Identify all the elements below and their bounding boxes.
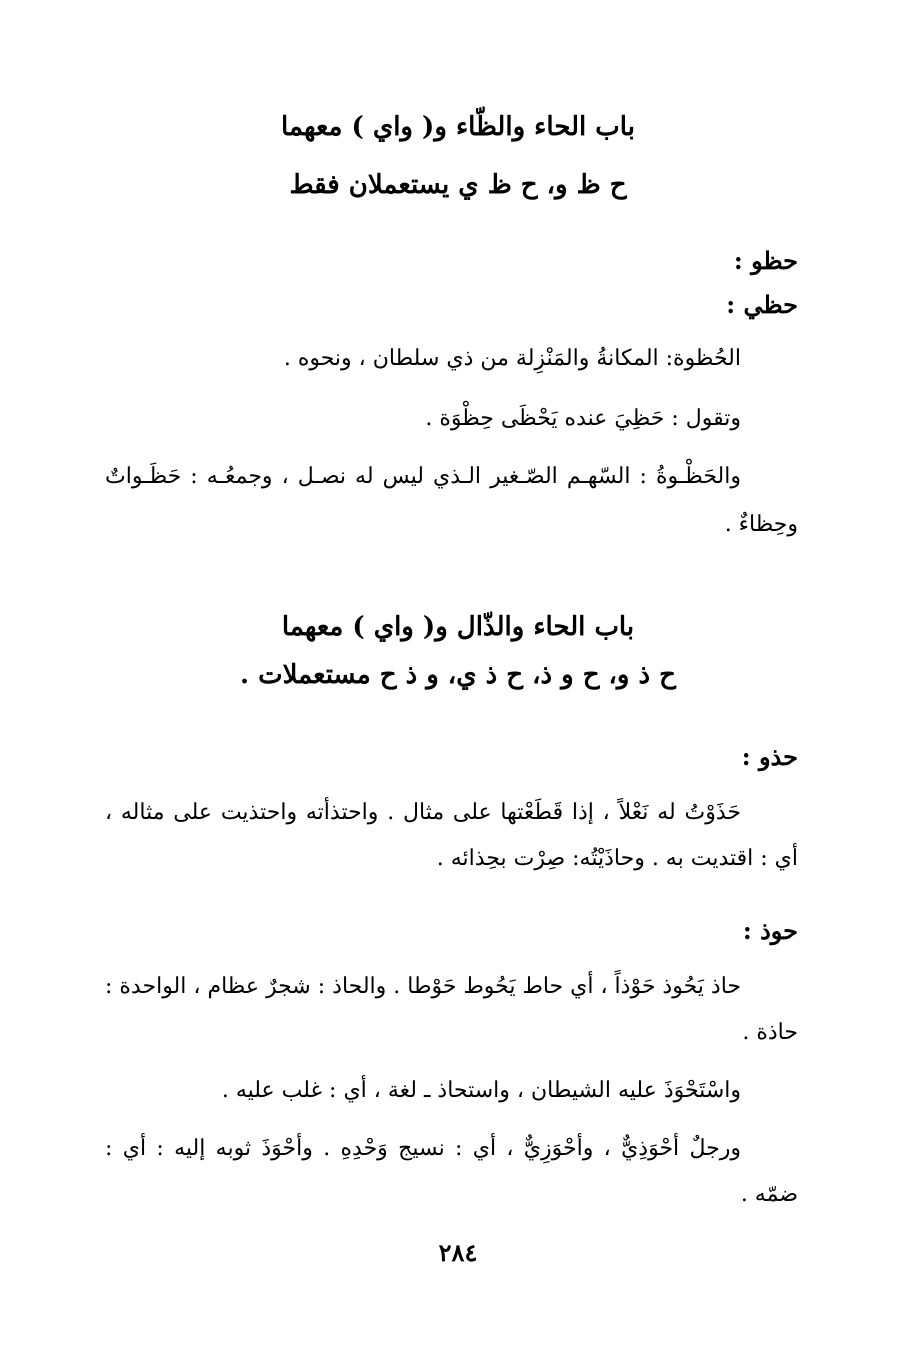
paragraph-ahwadhi-line1: ورجلٌ أحْوَذِيٌّ ، وأحْوَزِيٌّ ، أي : نسيج وَحْدِهِ . وأحْوَذَ ثوبه إليه : أي : bbox=[105, 1136, 741, 1161]
paragraph-istahwadha: واسْتَحْوَذَ عليه الشيطان ، واستحاذ ـ لغة ، أي : غلب عليه . bbox=[221, 1078, 741, 1103]
entry-hazy: حظي : bbox=[726, 290, 798, 319]
entry-hadhw: حذو : bbox=[741, 742, 798, 771]
section-heading-ha-za: باب الحاء والظّاء و( واي ) معهما bbox=[281, 112, 635, 142]
section-heading-ha-dhal: باب الحاء والذّال و( واي ) معهما bbox=[281, 612, 635, 642]
section-subheading-ha-dhal: ح ذ و، ح و ذ، ح ذ ي، و ذ ح مستعملات . bbox=[240, 660, 676, 690]
paragraph-hudhwa: الحُظوة: المكانةُ والمَنْزِلة من ذي سلطان ، ونحوه . bbox=[283, 346, 741, 371]
paragraph-hadhawt-line1: حَذَوْتُ له نَعْلاً ، إذا قَطَعْتها على مثال . واحتذأته واحتذيت على مثاله ، bbox=[105, 800, 741, 825]
paragraph-ahwadhi-line2: ضمّه . bbox=[740, 1182, 798, 1207]
entry-hazw: حظو : bbox=[733, 246, 798, 275]
entry-hawdh: حوذ : bbox=[742, 916, 798, 945]
paragraph-hazwa-line1: والحَظْـوةُ : السّهـم الصّـغير الـذي ليس له نصـل ، وجمعُـه : حَظَـواتٌ bbox=[105, 464, 741, 489]
paragraph-hadh-line2: حاذة . bbox=[742, 1020, 798, 1045]
section-subheading-ha-za: ح ظ و، ح ظ ي يستعملان فقط bbox=[289, 170, 627, 200]
paragraph-taqul: وتقول : حَظِيَ عنده يَحْظَى حِظْوَة . bbox=[425, 406, 741, 431]
paragraph-hadhawt-line2: أي : اقتديت به . وحاذَيْتُه: صِرْت بحِذائه . bbox=[436, 846, 798, 871]
page-number: ٢٨٤ bbox=[438, 1238, 478, 1267]
paragraph-hazwa-line2: وحِظاءٌ . bbox=[724, 512, 798, 537]
paragraph-hadh-line1: حاذ يَحُوذ حَوْذاً ، أي حاط يَحُوط حَوْطا . والحاذ : شجرٌ عظام ، الواحدة : bbox=[105, 974, 741, 999]
